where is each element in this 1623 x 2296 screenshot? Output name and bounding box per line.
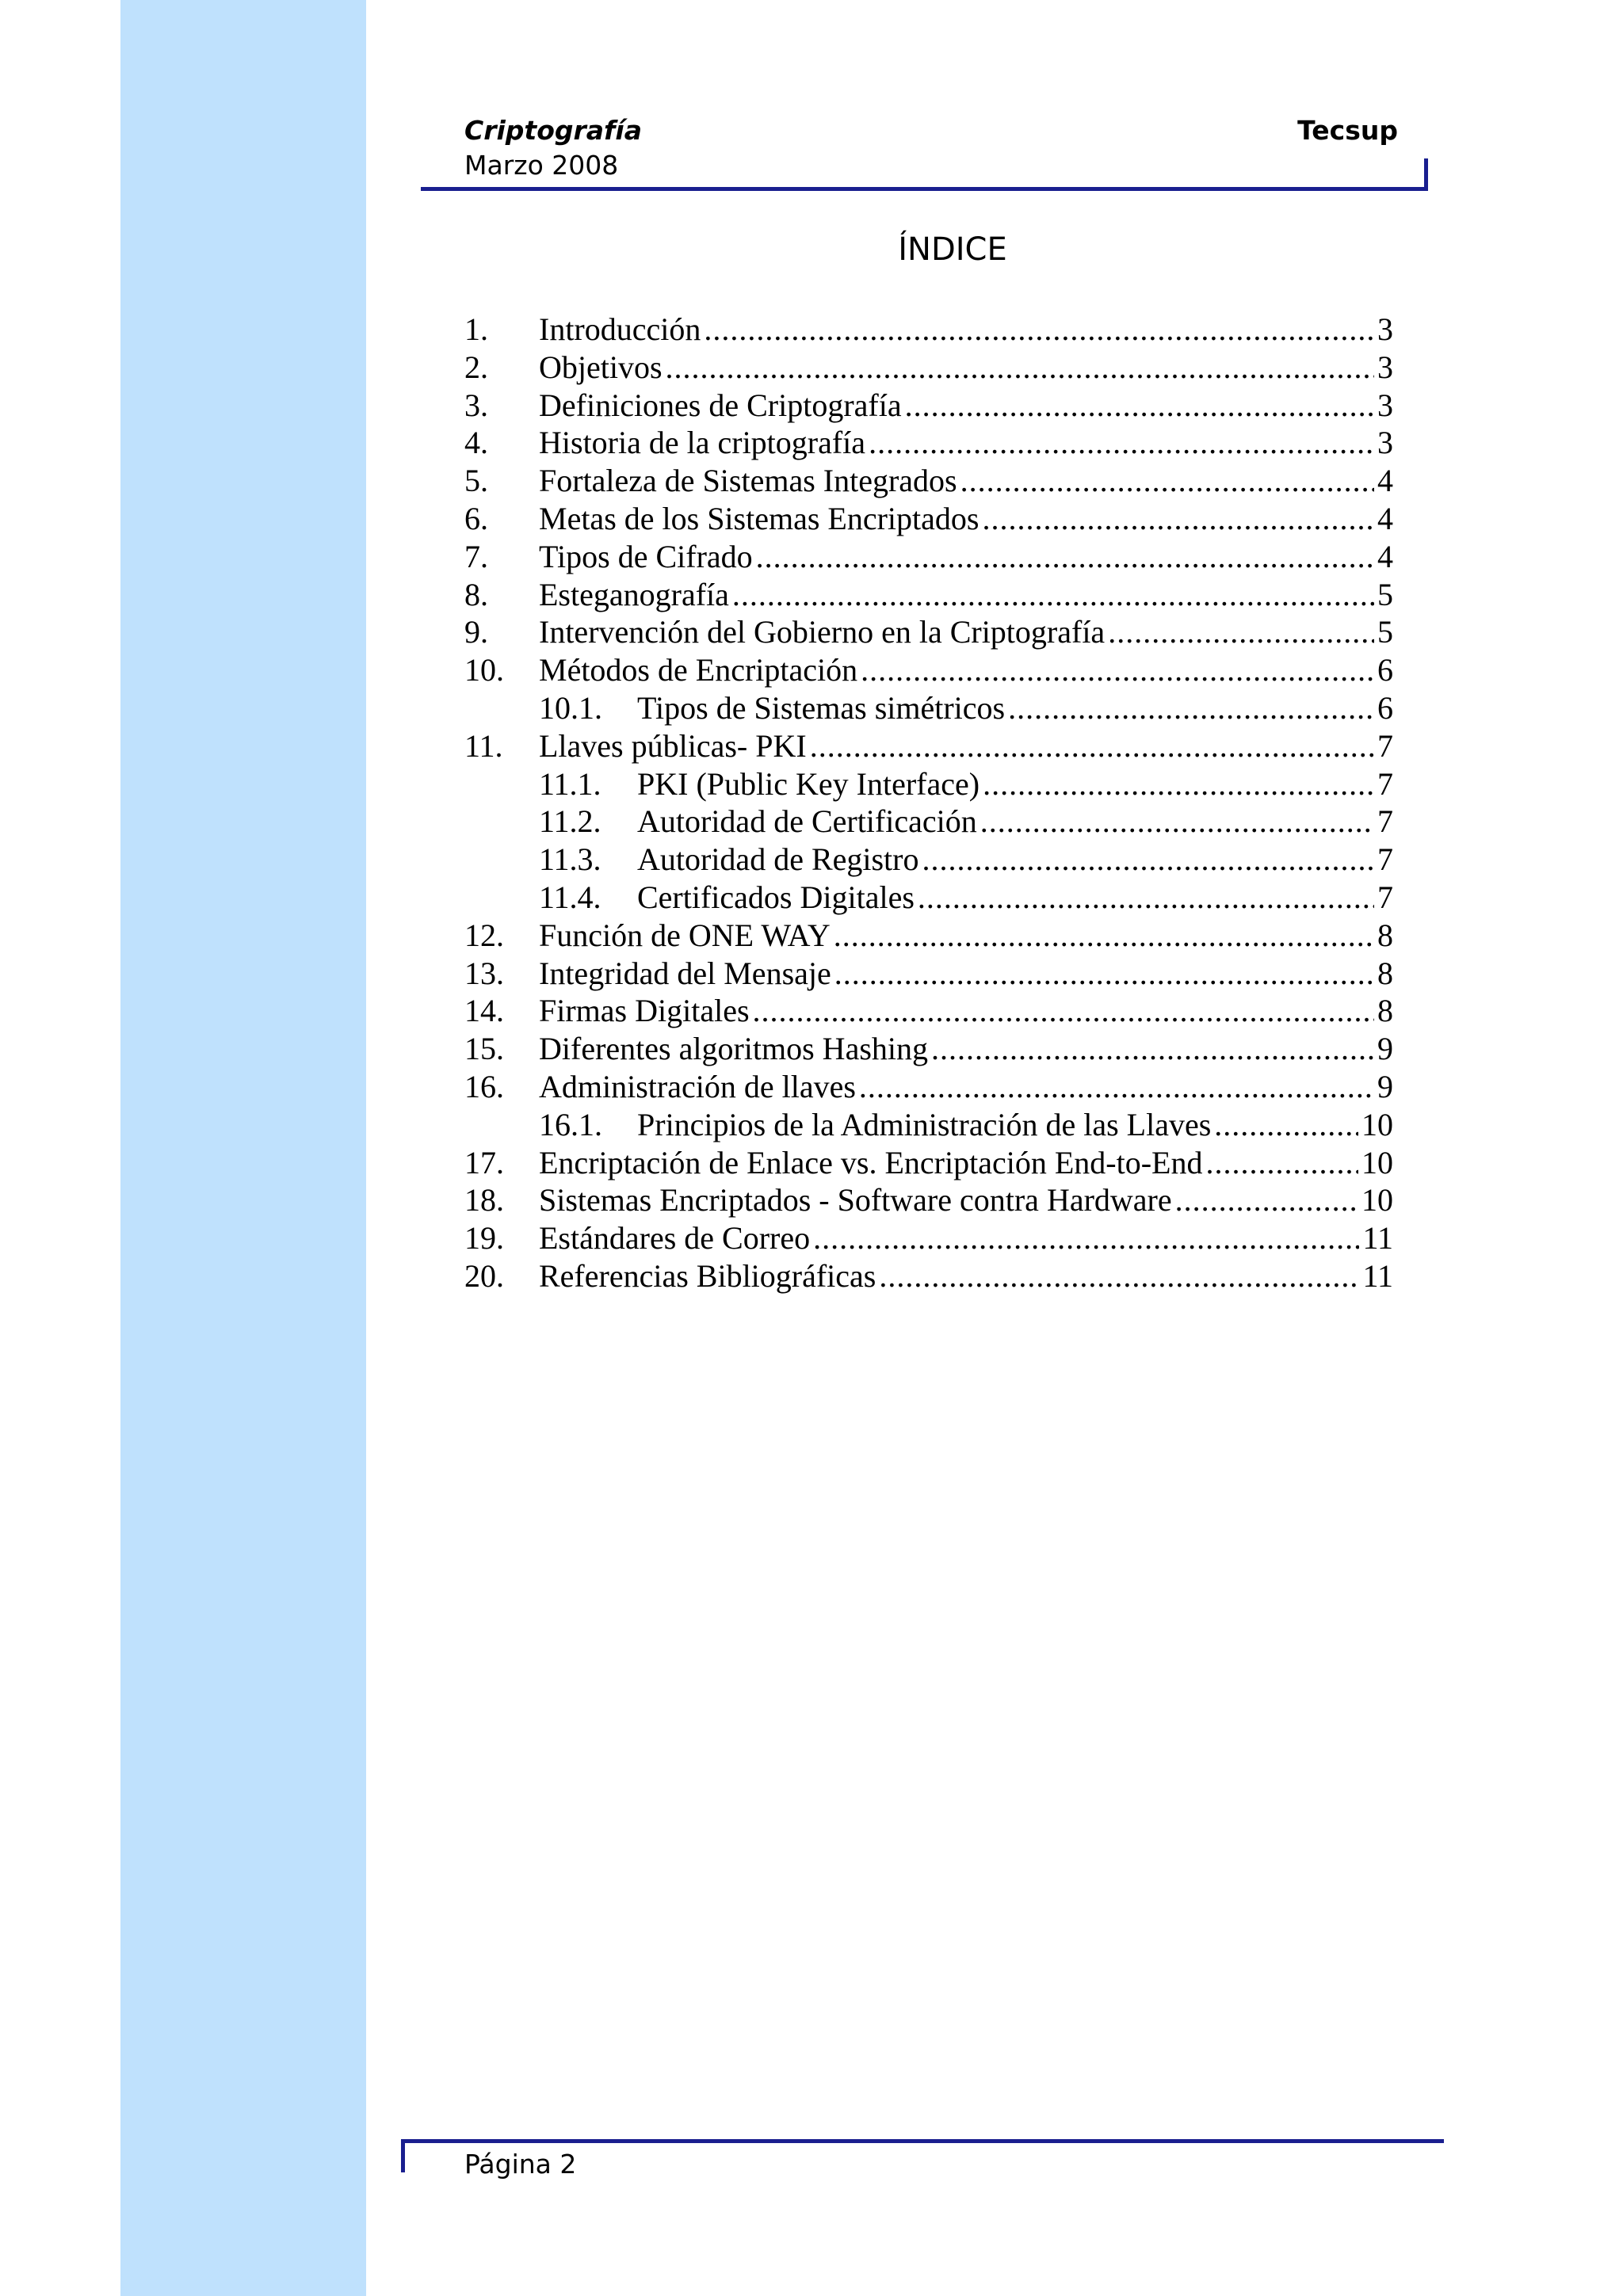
toc-entry-label: Historia de la criptografía bbox=[539, 425, 866, 461]
toc-entry[interactable] bbox=[464, 1030, 1393, 1068]
toc-entry-label: Administración de llaves bbox=[539, 1068, 856, 1104]
toc-entry-number: 9. bbox=[464, 614, 488, 650]
toc-entry[interactable] bbox=[464, 689, 1393, 727]
toc-dot-leader bbox=[1008, 689, 1374, 727]
toc-entry-page: 3 bbox=[1377, 387, 1393, 423]
toc-dot-leader bbox=[753, 992, 1374, 1030]
toc-entry-page: 11 bbox=[1362, 1257, 1393, 1294]
toc-entry-page: 7 bbox=[1377, 765, 1393, 802]
toc-entry-page: 7 bbox=[1377, 841, 1393, 878]
toc-entry-number: 3. bbox=[464, 387, 488, 423]
toc-entry-number: 11.1. bbox=[539, 765, 601, 802]
toc-entry-label: Firmas Digitales bbox=[539, 993, 750, 1029]
toc-dot-leader bbox=[1108, 613, 1374, 651]
toc-entry-page: 8 bbox=[1377, 955, 1393, 991]
toc-entry[interactable] bbox=[464, 424, 1393, 462]
toc-entry-number: 19. bbox=[464, 1220, 504, 1257]
toc-entry-label: Integridad del Mensaje bbox=[539, 955, 831, 991]
toc-entry-label: Estándares de Correo bbox=[539, 1220, 811, 1257]
toc-heading: ÍNDICE bbox=[898, 231, 1007, 268]
toc-entry-number: 16.1. bbox=[539, 1106, 602, 1142]
header-rule-tick bbox=[1424, 158, 1428, 191]
toc-dot-leader bbox=[861, 651, 1374, 689]
toc-entry-label: Tipos de Sistemas simétricos bbox=[637, 689, 1006, 726]
toc-entry[interactable] bbox=[464, 349, 1393, 387]
toc-entry-page: 3 bbox=[1377, 311, 1393, 347]
toc-entry-page: 6 bbox=[1377, 689, 1393, 726]
document-date: Marzo 2008 bbox=[464, 150, 619, 181]
toc-entry[interactable] bbox=[464, 613, 1393, 651]
toc-entry-number: 16. bbox=[464, 1068, 504, 1104]
toc-entry-number: 2. bbox=[464, 349, 488, 385]
toc-dot-leader bbox=[732, 576, 1374, 614]
toc-entry-label: Diferentes algoritmos Hashing bbox=[539, 1031, 928, 1067]
toc-entry[interactable] bbox=[464, 917, 1393, 955]
toc-entry-number: 11. bbox=[464, 727, 503, 764]
toc-entry-label: Objetivos bbox=[539, 349, 663, 385]
toc-entry-label: Tipos de Cifrado bbox=[539, 538, 753, 574]
toc-entry-page: 3 bbox=[1377, 349, 1393, 385]
toc-dot-leader bbox=[983, 765, 1374, 803]
toc-dot-leader bbox=[905, 387, 1374, 425]
toc-dot-leader bbox=[982, 500, 1374, 538]
toc-entry[interactable] bbox=[464, 387, 1393, 425]
toc-entry-page: 9 bbox=[1377, 1031, 1393, 1067]
toc-entry-page: 7 bbox=[1377, 879, 1393, 915]
toc-entry-number: 6. bbox=[464, 500, 488, 536]
toc-entry[interactable] bbox=[464, 500, 1393, 538]
toc-dot-leader bbox=[756, 538, 1374, 576]
toc-entry-label: Intervención del Gobierno en la Criptografía bbox=[539, 614, 1106, 650]
toc-entry-label: Definiciones de Criptografía bbox=[539, 387, 902, 423]
toc-entry[interactable] bbox=[464, 727, 1393, 765]
toc-dot-leader bbox=[810, 727, 1374, 765]
toc-entry[interactable] bbox=[464, 955, 1393, 993]
toc-entry-page: 10 bbox=[1361, 1106, 1393, 1142]
footer-rule-tick bbox=[401, 2139, 405, 2172]
toc-entry-number: 14. bbox=[464, 993, 504, 1029]
toc-entry[interactable] bbox=[464, 462, 1393, 500]
toc-entry-page: 7 bbox=[1377, 727, 1393, 764]
page-shade bbox=[1450, 0, 1623, 2296]
toc-entry[interactable] bbox=[464, 841, 1393, 879]
toc-entry-label: Función de ONE WAY bbox=[539, 917, 831, 953]
toc-entry-number: 20. bbox=[464, 1257, 504, 1294]
toc-entry[interactable] bbox=[464, 1106, 1393, 1144]
toc-entry-label: Metas de los Sistemas Encriptados bbox=[539, 500, 980, 536]
toc-entry-page: 3 bbox=[1377, 425, 1393, 461]
side-band bbox=[120, 0, 366, 2296]
toc-entry-page: 10 bbox=[1361, 1182, 1393, 1219]
toc-entry[interactable] bbox=[464, 1257, 1393, 1295]
toc-dot-leader bbox=[960, 462, 1374, 500]
toc-entry-label: Métodos de Encriptación bbox=[539, 652, 858, 688]
toc-dot-leader bbox=[980, 803, 1374, 841]
toc-entry-number: 7. bbox=[464, 538, 488, 574]
toc-entry-number: 18. bbox=[464, 1182, 504, 1219]
toc-entry-label: Principios de la Administración de las Llaves bbox=[637, 1106, 1212, 1142]
toc-dot-leader bbox=[704, 311, 1374, 349]
toc-entry-label: Autoridad de Certificación bbox=[637, 803, 977, 840]
toc-entry-label: Encriptación de Enlace vs. Encriptación End-to-End bbox=[539, 1144, 1203, 1180]
toc-dot-leader bbox=[918, 879, 1374, 917]
toc-entry-number: 12. bbox=[464, 917, 504, 953]
toc-entry-number: 11.4. bbox=[539, 879, 601, 915]
toc-entry-number: 1. bbox=[464, 311, 488, 347]
toc-entry[interactable] bbox=[464, 538, 1393, 576]
toc-entry-page: 10 bbox=[1361, 1144, 1393, 1180]
toc-dot-leader bbox=[869, 424, 1374, 462]
toc-entry-page: 4 bbox=[1377, 500, 1393, 536]
toc-entry-page: 6 bbox=[1377, 652, 1393, 688]
toc-entry-label: Autoridad de Registro bbox=[637, 841, 919, 878]
toc-entry-page: 4 bbox=[1377, 538, 1393, 574]
toc-dot-leader bbox=[834, 955, 1374, 993]
toc-entry[interactable] bbox=[464, 1068, 1393, 1106]
toc-dot-leader bbox=[879, 1257, 1359, 1295]
toc-entry-page: 9 bbox=[1377, 1068, 1393, 1104]
toc-entry-page: 7 bbox=[1377, 803, 1393, 840]
toc-entry-number: 11.3. bbox=[539, 841, 601, 878]
toc-entry[interactable] bbox=[464, 803, 1393, 841]
page-number: Página 2 bbox=[464, 2149, 577, 2180]
toc-entry-label: Referencias Bibliográficas bbox=[539, 1257, 876, 1294]
toc-entry[interactable] bbox=[464, 311, 1393, 349]
toc-dot-leader bbox=[931, 1030, 1374, 1068]
toc-dot-leader bbox=[1205, 1144, 1358, 1182]
toc-entry[interactable] bbox=[464, 765, 1393, 803]
toc-entry[interactable] bbox=[464, 1181, 1393, 1219]
toc-dot-leader bbox=[666, 349, 1374, 387]
toc-dot-leader bbox=[859, 1068, 1374, 1106]
toc-entry[interactable] bbox=[464, 1219, 1393, 1257]
toc-dot-leader bbox=[1214, 1106, 1358, 1144]
toc-entry-number: 5. bbox=[464, 463, 488, 499]
toc-entry-label: Esteganografía bbox=[539, 576, 729, 612]
organization-name: Tecsup bbox=[1297, 115, 1398, 146]
toc-dot-leader bbox=[834, 917, 1374, 955]
toc-dot-leader bbox=[1175, 1181, 1358, 1219]
toc-entry-number: 4. bbox=[464, 425, 488, 461]
toc-entry[interactable] bbox=[464, 1144, 1393, 1182]
page-header bbox=[464, 115, 1400, 188]
toc-entry-number: 13. bbox=[464, 955, 504, 991]
toc-entry-page: 5 bbox=[1377, 614, 1393, 650]
toc-entry-number: 10.1. bbox=[539, 689, 602, 726]
toc-entry-number: 17. bbox=[464, 1144, 504, 1180]
toc-entry[interactable] bbox=[464, 992, 1393, 1030]
toc-entry-page: 4 bbox=[1377, 463, 1393, 499]
toc-entry-label: Certificados Digitales bbox=[637, 879, 915, 915]
toc-entry-page: 11 bbox=[1362, 1220, 1393, 1257]
toc-entry-number: 10. bbox=[464, 652, 504, 688]
toc-entry[interactable] bbox=[464, 879, 1393, 917]
toc-dot-leader bbox=[813, 1219, 1359, 1257]
document-title: Criptografía bbox=[464, 115, 642, 146]
toc-entry[interactable] bbox=[464, 651, 1393, 689]
header-rule bbox=[421, 187, 1427, 191]
toc-entry-label: PKI (Public Key Interface) bbox=[637, 765, 980, 802]
toc-entry[interactable] bbox=[464, 576, 1393, 614]
toc-entry-page: 5 bbox=[1377, 576, 1393, 612]
toc-entry-label: Sistemas Encriptados - Software contra Hardware bbox=[539, 1182, 1172, 1219]
toc-entry-number: 15. bbox=[464, 1031, 504, 1067]
toc-entry-number: 11.2. bbox=[539, 803, 601, 840]
toc-entry-label: Fortaleza de Sistemas Integrados bbox=[539, 463, 957, 499]
toc-entry-page: 8 bbox=[1377, 993, 1393, 1029]
toc-entry-page: 8 bbox=[1377, 917, 1393, 953]
table-of-contents bbox=[464, 311, 1393, 1295]
toc-entry-label: Introducción bbox=[539, 311, 701, 347]
toc-dot-leader bbox=[922, 841, 1375, 879]
toc-entry-number: 8. bbox=[464, 576, 488, 612]
footer-rule bbox=[401, 2139, 1444, 2143]
toc-entry-label: Llaves públicas- PKI bbox=[539, 727, 807, 764]
